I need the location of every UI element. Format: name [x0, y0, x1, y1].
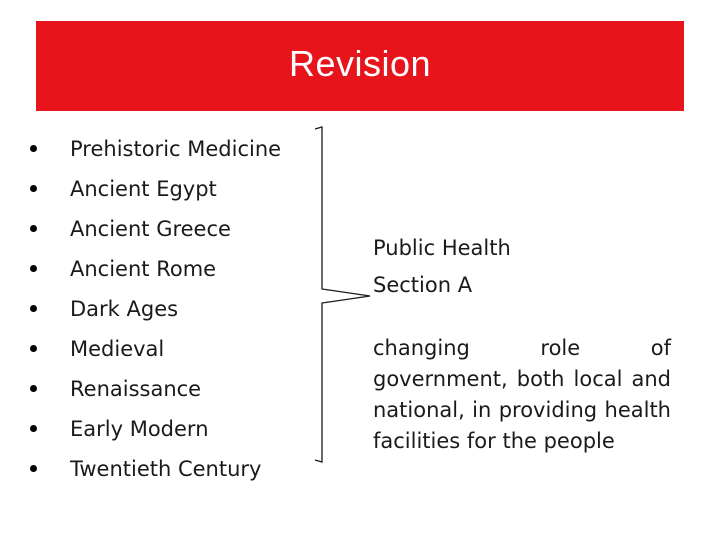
period-label: Ancient Rome: [70, 257, 217, 281]
topic-heading: [373, 230, 511, 304]
title-banner: [36, 21, 684, 111]
bullet-icon: [30, 465, 37, 472]
right-brace-icon: [312, 124, 372, 469]
list-item: [28, 409, 281, 449]
period-label: Ancient Egypt: [70, 177, 217, 201]
list-item: [28, 369, 281, 409]
bullet-icon: [30, 185, 37, 192]
list-item: [28, 249, 281, 289]
bullet-icon: [30, 385, 37, 392]
period-label: Early Modern: [70, 417, 209, 441]
list-item: [28, 329, 281, 369]
bullet-icon: [30, 225, 37, 232]
period-label: Twentieth Century: [70, 457, 262, 481]
period-label: Ancient Greece: [70, 217, 231, 241]
list-item: [28, 289, 281, 329]
list-item: [28, 169, 281, 209]
topic-section: Section A: [373, 273, 473, 297]
list-item: [28, 449, 281, 489]
period-label: Renaissance: [70, 377, 202, 401]
period-label: Medieval: [70, 337, 165, 361]
bullet-icon: [30, 265, 37, 272]
period-label: Prehistoric Medicine: [70, 137, 282, 161]
topic-title: Public Health: [373, 236, 511, 260]
topic-description: changing role of government, both local and national, in providing health facilities for the people: [373, 336, 671, 453]
bullet-icon: [30, 345, 37, 352]
bullet-icon: [30, 425, 37, 432]
slide-title: Revision: [288, 43, 432, 84]
bullet-icon: [30, 305, 37, 312]
period-label: Dark Ages: [70, 297, 179, 321]
period-list: [28, 129, 281, 489]
bullet-icon: [30, 145, 37, 152]
list-item: [28, 129, 281, 169]
list-item: [28, 209, 281, 249]
